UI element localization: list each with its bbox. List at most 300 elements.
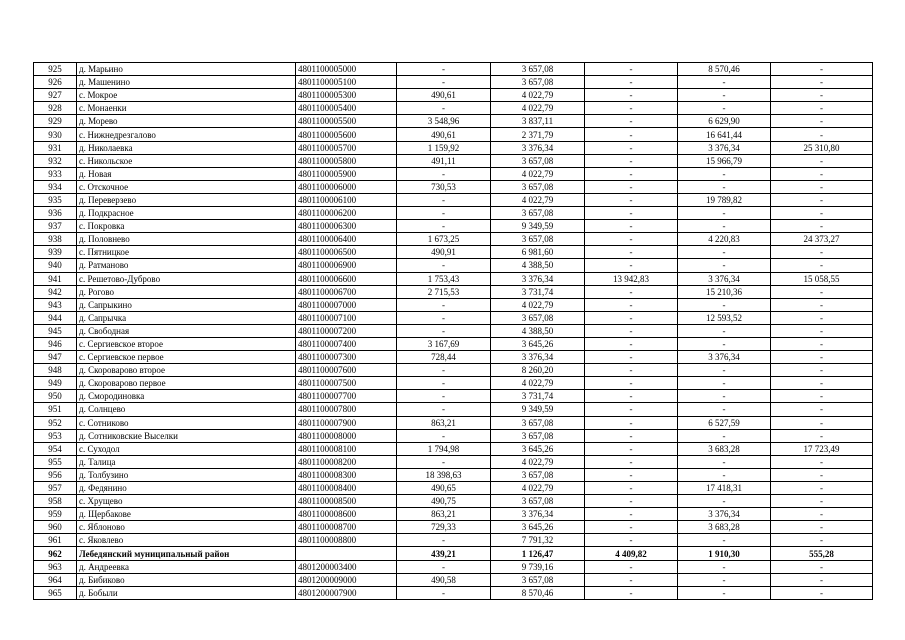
settlement-name-cell: с. Сергиевское первое <box>77 351 296 364</box>
oktmo-code-cell: 4801200007900 <box>296 586 397 599</box>
row-number-cell: 935 <box>34 193 77 206</box>
table-row <box>34 63 873 76</box>
settlement-name-cell: с. Мокрое <box>77 89 296 102</box>
settlement-name-cell: д. Машенино <box>77 76 296 89</box>
value-cell-1: 18 398,63 <box>397 468 491 481</box>
oktmo-code-cell: 4801100007200 <box>296 324 397 337</box>
value-cell-4: - <box>678 246 771 259</box>
oktmo-code-cell: 4801100007000 <box>296 298 397 311</box>
value-cell-5: - <box>771 298 873 311</box>
oktmo-code-cell: 4801100005000 <box>296 63 397 76</box>
value-cell-2: 1 126,47 <box>491 547 585 560</box>
value-cell-5: - <box>771 193 873 206</box>
value-cell-4: 17 418,31 <box>678 482 771 495</box>
value-cell-5: - <box>771 390 873 403</box>
value-cell-2: 3 731,74 <box>491 390 585 403</box>
value-cell-3: - <box>585 102 678 115</box>
settlement-name-cell: д. Щербакове <box>77 508 296 521</box>
row-number-cell: 942 <box>34 285 77 298</box>
district-total-row <box>34 547 873 560</box>
value-cell-3: - <box>585 403 678 416</box>
table-row <box>34 337 873 350</box>
table-row <box>34 76 873 89</box>
row-number-cell: 938 <box>34 233 77 246</box>
value-cell-5: - <box>771 586 873 599</box>
value-cell-4: 3 376,34 <box>678 351 771 364</box>
table-row <box>34 390 873 403</box>
value-cell-2: 3 657,08 <box>491 429 585 442</box>
table-row <box>34 167 873 180</box>
row-number-cell: 936 <box>34 207 77 220</box>
value-cell-2: 4 388,50 <box>491 324 585 337</box>
value-cell-5: - <box>771 337 873 350</box>
settlement-name-cell: д. Морево <box>77 115 296 128</box>
value-cell-2: 3 657,08 <box>491 76 585 89</box>
value-cell-1: 439,21 <box>397 547 491 560</box>
value-cell-1: 490,58 <box>397 573 491 586</box>
value-cell-5: 15 058,55 <box>771 272 873 285</box>
oktmo-code-cell: 4801100005300 <box>296 89 397 102</box>
value-cell-3: - <box>585 115 678 128</box>
settlement-name-cell: д. Переверзево <box>77 193 296 206</box>
oktmo-code-cell: 4801100006200 <box>296 207 397 220</box>
value-cell-1: 490,61 <box>397 89 491 102</box>
table-row <box>34 285 873 298</box>
value-cell-4: - <box>678 76 771 89</box>
value-cell-2: 2 371,79 <box>491 128 585 141</box>
value-cell-4: - <box>678 337 771 350</box>
row-number-cell: 928 <box>34 102 77 115</box>
table-row <box>34 193 873 206</box>
value-cell-4: 15 210,36 <box>678 285 771 298</box>
value-cell-1: 491,11 <box>397 154 491 167</box>
oktmo-code-cell: 4801100008700 <box>296 521 397 534</box>
table-row <box>34 508 873 521</box>
settlement-name-cell: д. Николаевка <box>77 141 296 154</box>
value-cell-3: - <box>585 89 678 102</box>
value-cell-2: 4 022,79 <box>491 102 585 115</box>
value-cell-5: - <box>771 377 873 390</box>
table-row <box>34 246 873 259</box>
oktmo-code-cell: 4801100007800 <box>296 403 397 416</box>
value-cell-5: - <box>771 521 873 534</box>
value-cell-1: 3 167,69 <box>397 337 491 350</box>
value-cell-1: - <box>397 167 491 180</box>
settlement-name-cell: д. Марьино <box>77 63 296 76</box>
value-cell-2: 4 022,79 <box>491 482 585 495</box>
value-cell-4: 16 641,44 <box>678 128 771 141</box>
settlement-name-cell: с. Хрущево <box>77 495 296 508</box>
value-cell-4: - <box>678 586 771 599</box>
value-cell-2: 3 645,26 <box>491 521 585 534</box>
row-number-cell: 943 <box>34 298 77 311</box>
value-cell-3: - <box>585 141 678 154</box>
row-number-cell: 930 <box>34 128 77 141</box>
oktmo-code-cell: 4801100006600 <box>296 272 397 285</box>
table-body <box>34 63 873 600</box>
row-number-cell: 944 <box>34 311 77 324</box>
row-number-cell: 929 <box>34 115 77 128</box>
value-cell-1: 490,75 <box>397 495 491 508</box>
value-cell-2: 3 657,08 <box>491 233 585 246</box>
oktmo-code-cell: 4801200009000 <box>296 573 397 586</box>
table-row <box>34 573 873 586</box>
value-cell-4: 1 910,30 <box>678 547 771 560</box>
value-cell-5: - <box>771 207 873 220</box>
table-row <box>34 154 873 167</box>
value-cell-1: - <box>397 586 491 599</box>
value-cell-2: 3 376,34 <box>491 508 585 521</box>
row-number-cell: 961 <box>34 534 77 547</box>
value-cell-2: 3 657,08 <box>491 573 585 586</box>
value-cell-3: - <box>585 534 678 547</box>
value-cell-3: - <box>585 128 678 141</box>
settlement-name-cell: д. Бибиково <box>77 573 296 586</box>
row-number-cell: 945 <box>34 324 77 337</box>
value-cell-1: 1 794,98 <box>397 442 491 455</box>
value-cell-1: - <box>397 455 491 468</box>
value-cell-5: - <box>771 311 873 324</box>
value-cell-5: - <box>771 167 873 180</box>
value-cell-1: - <box>397 63 491 76</box>
oktmo-code-cell: 4801200003400 <box>296 560 397 573</box>
oktmo-code-cell: 4801100006300 <box>296 220 397 233</box>
table-row <box>34 429 873 442</box>
value-cell-4: - <box>678 167 771 180</box>
row-number-cell: 947 <box>34 351 77 364</box>
value-cell-4: 3 376,34 <box>678 141 771 154</box>
value-cell-1: 728,44 <box>397 351 491 364</box>
value-cell-5: - <box>771 482 873 495</box>
value-cell-2: 3 376,34 <box>491 272 585 285</box>
value-cell-5: 24 373,27 <box>771 233 873 246</box>
settlement-name-cell: д. Сапрычка <box>77 311 296 324</box>
row-number-cell: 927 <box>34 89 77 102</box>
value-cell-2: 4 022,79 <box>491 167 585 180</box>
value-cell-3: - <box>585 63 678 76</box>
value-cell-2: 8 570,46 <box>491 586 585 599</box>
value-cell-4: 8 570,46 <box>678 63 771 76</box>
oktmo-code-cell: 4801100008200 <box>296 455 397 468</box>
value-cell-1: - <box>397 193 491 206</box>
value-cell-1: 729,33 <box>397 521 491 534</box>
value-cell-4: - <box>678 324 771 337</box>
settlement-name-cell: д. Сотниковские Выселки <box>77 429 296 442</box>
row-number-cell: 926 <box>34 76 77 89</box>
value-cell-1: - <box>397 207 491 220</box>
row-number-cell: 954 <box>34 442 77 455</box>
value-cell-1: - <box>397 298 491 311</box>
table-row <box>34 495 873 508</box>
value-cell-4: - <box>678 403 771 416</box>
value-cell-4: - <box>678 298 771 311</box>
value-cell-4: - <box>678 573 771 586</box>
value-cell-2: 3 657,08 <box>491 180 585 193</box>
value-cell-3: - <box>585 482 678 495</box>
value-cell-1: - <box>397 390 491 403</box>
table-row <box>34 220 873 233</box>
oktmo-code-cell: 4801100007400 <box>296 337 397 350</box>
row-number-cell: 950 <box>34 390 77 403</box>
settlement-name-cell: с. Пятницкое <box>77 246 296 259</box>
value-cell-2: 4 022,79 <box>491 377 585 390</box>
value-cell-3: - <box>585 167 678 180</box>
table-row <box>34 442 873 455</box>
row-number-cell: 964 <box>34 573 77 586</box>
value-cell-1: - <box>397 311 491 324</box>
value-cell-2: 9 349,59 <box>491 403 585 416</box>
oktmo-code-cell: 4801100008400 <box>296 482 397 495</box>
value-cell-5: - <box>771 560 873 573</box>
value-cell-1: 730,53 <box>397 180 491 193</box>
table-row <box>34 180 873 193</box>
value-cell-2: 3 657,08 <box>491 63 585 76</box>
value-cell-1: 1 673,25 <box>397 233 491 246</box>
value-cell-3: - <box>585 429 678 442</box>
row-number-cell: 959 <box>34 508 77 521</box>
row-number-cell: 949 <box>34 377 77 390</box>
value-cell-2: 3 731,74 <box>491 285 585 298</box>
settlement-name-cell: д. Федянино <box>77 482 296 495</box>
value-cell-5: 17 723,49 <box>771 442 873 455</box>
value-cell-4: - <box>678 534 771 547</box>
value-cell-1: 863,21 <box>397 508 491 521</box>
oktmo-code-cell: 4801100008100 <box>296 442 397 455</box>
value-cell-1: 1 159,92 <box>397 141 491 154</box>
value-cell-1: 490,61 <box>397 128 491 141</box>
value-cell-5: - <box>771 154 873 167</box>
value-cell-1: - <box>397 259 491 272</box>
value-cell-1: 490,91 <box>397 246 491 259</box>
oktmo-code-cell: 4801100006900 <box>296 259 397 272</box>
value-cell-2: 3 657,08 <box>491 154 585 167</box>
table-row <box>34 89 873 102</box>
table-row <box>34 560 873 573</box>
row-number-cell: 937 <box>34 220 77 233</box>
oktmo-code-cell: 4801100005500 <box>296 115 397 128</box>
value-cell-4: 4 220,83 <box>678 233 771 246</box>
value-cell-1: 3 548,96 <box>397 115 491 128</box>
oktmo-code-cell: 4801100007900 <box>296 416 397 429</box>
settlement-name-cell: д. Рогово <box>77 285 296 298</box>
value-cell-1: - <box>397 560 491 573</box>
value-cell-5: - <box>771 455 873 468</box>
settlement-name-cell: д. Подкрасное <box>77 207 296 220</box>
value-cell-2: 3 657,08 <box>491 416 585 429</box>
settlement-name-cell: с. Сергиевское второе <box>77 337 296 350</box>
table-row <box>34 586 873 599</box>
value-cell-5: - <box>771 534 873 547</box>
value-cell-2: 6 981,60 <box>491 246 585 259</box>
value-cell-3: 13 942,83 <box>585 272 678 285</box>
value-cell-4: - <box>678 89 771 102</box>
value-cell-2: 3 376,34 <box>491 351 585 364</box>
row-number-cell: 946 <box>34 337 77 350</box>
oktmo-code-cell <box>296 547 397 560</box>
settlement-name-cell: д. Половнево <box>77 233 296 246</box>
row-number-cell: 952 <box>34 416 77 429</box>
value-cell-4: 3 376,34 <box>678 508 771 521</box>
settlement-name-cell: с. Решетово-Дуброво <box>77 272 296 285</box>
value-cell-3: - <box>585 416 678 429</box>
oktmo-code-cell: 4801100007600 <box>296 364 397 377</box>
row-number-cell: 933 <box>34 167 77 180</box>
value-cell-5: 555,28 <box>771 547 873 560</box>
settlement-name-cell: д. Новая <box>77 167 296 180</box>
value-cell-5: - <box>771 246 873 259</box>
settlement-name-cell: с. Суходол <box>77 442 296 455</box>
value-cell-2: 3 376,34 <box>491 141 585 154</box>
oktmo-code-cell: 4801100006400 <box>296 233 397 246</box>
oktmo-code-cell: 4801100008300 <box>296 468 397 481</box>
value-cell-5: - <box>771 429 873 442</box>
value-cell-1: 863,21 <box>397 416 491 429</box>
table-row <box>34 455 873 468</box>
value-cell-3: - <box>585 259 678 272</box>
oktmo-code-cell: 4801100008800 <box>296 534 397 547</box>
value-cell-4: - <box>678 102 771 115</box>
value-cell-3: - <box>585 364 678 377</box>
value-cell-2: 3 645,26 <box>491 442 585 455</box>
table-row <box>34 364 873 377</box>
row-number-cell: 934 <box>34 180 77 193</box>
value-cell-1: - <box>397 324 491 337</box>
row-number-cell: 951 <box>34 403 77 416</box>
value-cell-5: - <box>771 220 873 233</box>
oktmo-code-cell: 4801100008600 <box>296 508 397 521</box>
value-cell-2: 3 657,08 <box>491 468 585 481</box>
value-cell-4: 15 966,79 <box>678 154 771 167</box>
settlement-name-cell: с. Сотниково <box>77 416 296 429</box>
row-number-cell: 941 <box>34 272 77 285</box>
oktmo-code-cell: 4801100006700 <box>296 285 397 298</box>
value-cell-5: - <box>771 508 873 521</box>
oktmo-code-cell: 4801100005100 <box>296 76 397 89</box>
table-row <box>34 115 873 128</box>
table-row <box>34 272 873 285</box>
value-cell-3: - <box>585 455 678 468</box>
value-cell-3: - <box>585 468 678 481</box>
value-cell-4: - <box>678 455 771 468</box>
value-cell-4: - <box>678 390 771 403</box>
value-cell-4: 6 527,59 <box>678 416 771 429</box>
oktmo-code-cell: 4801100005700 <box>296 141 397 154</box>
value-cell-3: 4 409,82 <box>585 547 678 560</box>
value-cell-4: 12 593,52 <box>678 311 771 324</box>
value-cell-3: - <box>585 351 678 364</box>
oktmo-code-cell: 4801100006100 <box>296 193 397 206</box>
oktmo-code-cell: 4801100005600 <box>296 128 397 141</box>
value-cell-5: - <box>771 89 873 102</box>
value-cell-2: 4 022,79 <box>491 89 585 102</box>
row-number-cell: 931 <box>34 141 77 154</box>
value-cell-3: - <box>585 521 678 534</box>
value-cell-3: - <box>585 442 678 455</box>
value-cell-4: 3 376,34 <box>678 272 771 285</box>
oktmo-code-cell: 4801100005800 <box>296 154 397 167</box>
row-number-cell: 939 <box>34 246 77 259</box>
value-cell-3: - <box>585 337 678 350</box>
row-number-cell: 948 <box>34 364 77 377</box>
row-number-cell: 965 <box>34 586 77 599</box>
table-row <box>34 207 873 220</box>
data-table <box>33 62 873 600</box>
table-row <box>34 324 873 337</box>
value-cell-5: - <box>771 285 873 298</box>
value-cell-3: - <box>585 508 678 521</box>
value-cell-5: - <box>771 403 873 416</box>
table-row <box>34 311 873 324</box>
value-cell-4: - <box>678 220 771 233</box>
value-cell-5: - <box>771 76 873 89</box>
value-cell-3: - <box>585 246 678 259</box>
settlement-name-cell: д. Сапрыкино <box>77 298 296 311</box>
value-cell-3: - <box>585 193 678 206</box>
value-cell-2: 4 022,79 <box>491 298 585 311</box>
row-number-cell: 960 <box>34 521 77 534</box>
value-cell-2: 4 022,79 <box>491 455 585 468</box>
row-number-cell: 955 <box>34 455 77 468</box>
row-number-cell: 925 <box>34 63 77 76</box>
value-cell-3: - <box>585 180 678 193</box>
value-cell-2: 8 260,20 <box>491 364 585 377</box>
value-cell-5: - <box>771 351 873 364</box>
table-row <box>34 521 873 534</box>
settlement-name-cell: д. Свободная <box>77 324 296 337</box>
value-cell-4: - <box>678 468 771 481</box>
oktmo-code-cell: 4801100007100 <box>296 311 397 324</box>
value-cell-5: - <box>771 324 873 337</box>
row-number-cell: 962 <box>34 547 77 560</box>
oktmo-code-cell: 4801100006000 <box>296 180 397 193</box>
value-cell-3: - <box>585 154 678 167</box>
value-cell-5: - <box>771 102 873 115</box>
value-cell-4: - <box>678 495 771 508</box>
settlement-name-cell: с. Яковлево <box>77 534 296 547</box>
settlement-name-cell: с. Монаенки <box>77 102 296 115</box>
table-row <box>34 416 873 429</box>
value-cell-1: - <box>397 377 491 390</box>
value-cell-2: 3 657,08 <box>491 311 585 324</box>
row-number-cell: 963 <box>34 560 77 573</box>
value-cell-1: 1 753,43 <box>397 272 491 285</box>
value-cell-5: - <box>771 364 873 377</box>
row-number-cell: 953 <box>34 429 77 442</box>
value-cell-1: 490,65 <box>397 482 491 495</box>
table-row <box>34 128 873 141</box>
value-cell-3: - <box>585 390 678 403</box>
value-cell-3: - <box>585 311 678 324</box>
value-cell-4: 3 683,28 <box>678 521 771 534</box>
value-cell-4: - <box>678 180 771 193</box>
value-cell-1: - <box>397 364 491 377</box>
settlement-name-cell: д. Андреевка <box>77 560 296 573</box>
settlement-name-cell: с. Никольское <box>77 154 296 167</box>
row-number-cell: 940 <box>34 259 77 272</box>
table-row <box>34 351 873 364</box>
oktmo-code-cell: 4801100005400 <box>296 102 397 115</box>
settlement-name-cell: с. Нижнедрезгалово <box>77 128 296 141</box>
value-cell-3: - <box>585 207 678 220</box>
value-cell-4: 6 629,90 <box>678 115 771 128</box>
value-cell-5: - <box>771 495 873 508</box>
value-cell-3: - <box>585 76 678 89</box>
value-cell-2: 3 837,11 <box>491 115 585 128</box>
settlement-name-cell: с. Покровка <box>77 220 296 233</box>
value-cell-4: - <box>678 207 771 220</box>
settlement-name-cell: д. Солнцево <box>77 403 296 416</box>
row-number-cell: 956 <box>34 468 77 481</box>
